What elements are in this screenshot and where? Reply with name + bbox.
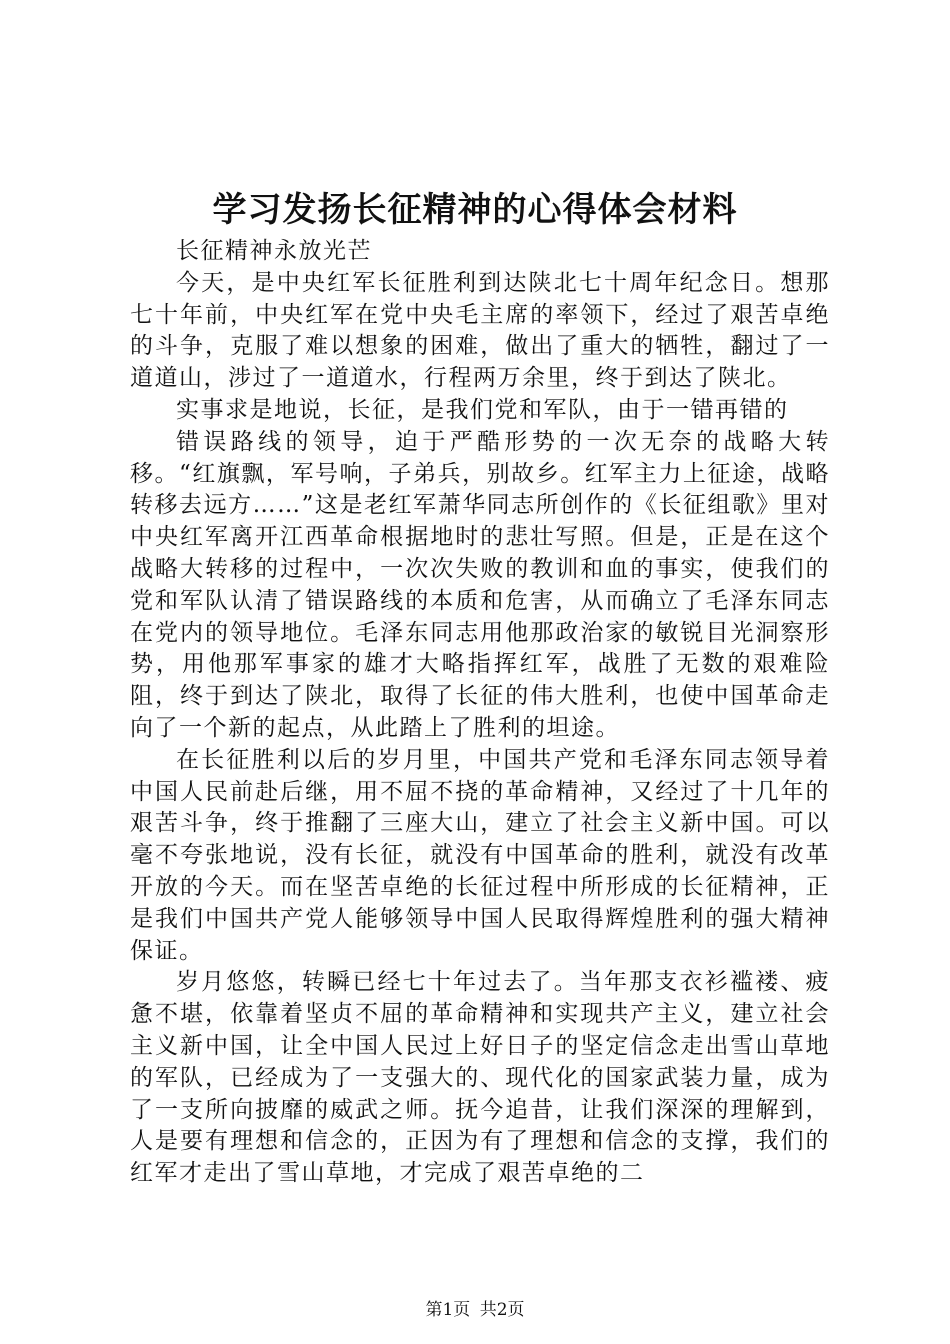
paragraph: 岁月悠悠，转瞬已经七十年过去了。当年那支衣衫褴褛、疲惫不堪，依靠着坚贞不屈的革命精神和实现共产主义，建立社会主义新中国，让全中国人民过上好日子的坚定信念走出雪山草地的军队，已经成为了一支强大的、现代化的国家武装力量，成为了一支所向披靡的威武之师。抚今追昔，让我们深深的理解到，人是要有理想和信念的，正因为有了理想和信念的支撑，我们的红军才走出了雪山草地，才完成了艰苦卓绝的二 — [130, 969, 830, 1187]
document-body — [130, 236, 830, 1190]
paragraph: 今天，是中央红军长征胜利到达陕北七十周年纪念日。想那七十年前，中央红军在党中央毛主席的率领下，经过了艰苦卓绝的斗争，克服了难以想象的困难，做出了重大的牺牲，翻过了一道道山，涉过了一道道水，行程两万余里，终于到达了陕北。 — [130, 269, 830, 392]
paragraph: 在长征胜利以后的岁月里，中国共产党和毛泽东同志领导着中国人民前赴后继，用不屈不挠的革命精神，又经过了十几年的艰苦斗争，终于推翻了三座大山，建立了社会主义新中国。可以毫不夸张地说，没有长征，就没有中国革命的胜利，就没有改革开放的今天。而在坚苦卓绝的长征过程中所形成的长征精神，正是我们中国共产党人能够领导中国人民取得辉煌胜利的强大精神保证。 — [130, 746, 830, 964]
paragraph: 错误路线的领导，迫于严酷形势的一次无奈的战略大转移。“红旗飘，军号响，子弟兵，别故乡。红军主力上征途，战略转移去远方……”这是老红军萧华同志所创作的《长征组歌》里对中央红军离开江西革命根据地时的悲壮写照。但是，正是在这个战略大转移的过程中，一次次失败的教训和血的事实，使我们的党和军队认清了错误路线的本质和危害，从而确立了毛泽东同志在党内的领导地位。毛泽东同志用他那政治家的敏锐目光洞察形势，用他那军事家的雄才大略指挥红军，战胜了无数的艰难险阻，终于到达了陕北，取得了长征的伟大胜利，也使中国革命走向了一个新的起点，从此踏上了胜利的坦途。 — [130, 428, 830, 741]
paragraph: 实事求是地说，长征，是我们党和军队，由于一错再错的 — [176, 396, 789, 423]
page-number: 第1页 — [425, 1300, 471, 1320]
page-total: 共2页 — [479, 1300, 525, 1320]
page-footer — [0, 1299, 950, 1321]
document-title: 学习发扬长征精神的心得体会材料 — [212, 190, 738, 230]
paragraph-subtitle: 长征精神永放光芒 — [176, 238, 372, 264]
